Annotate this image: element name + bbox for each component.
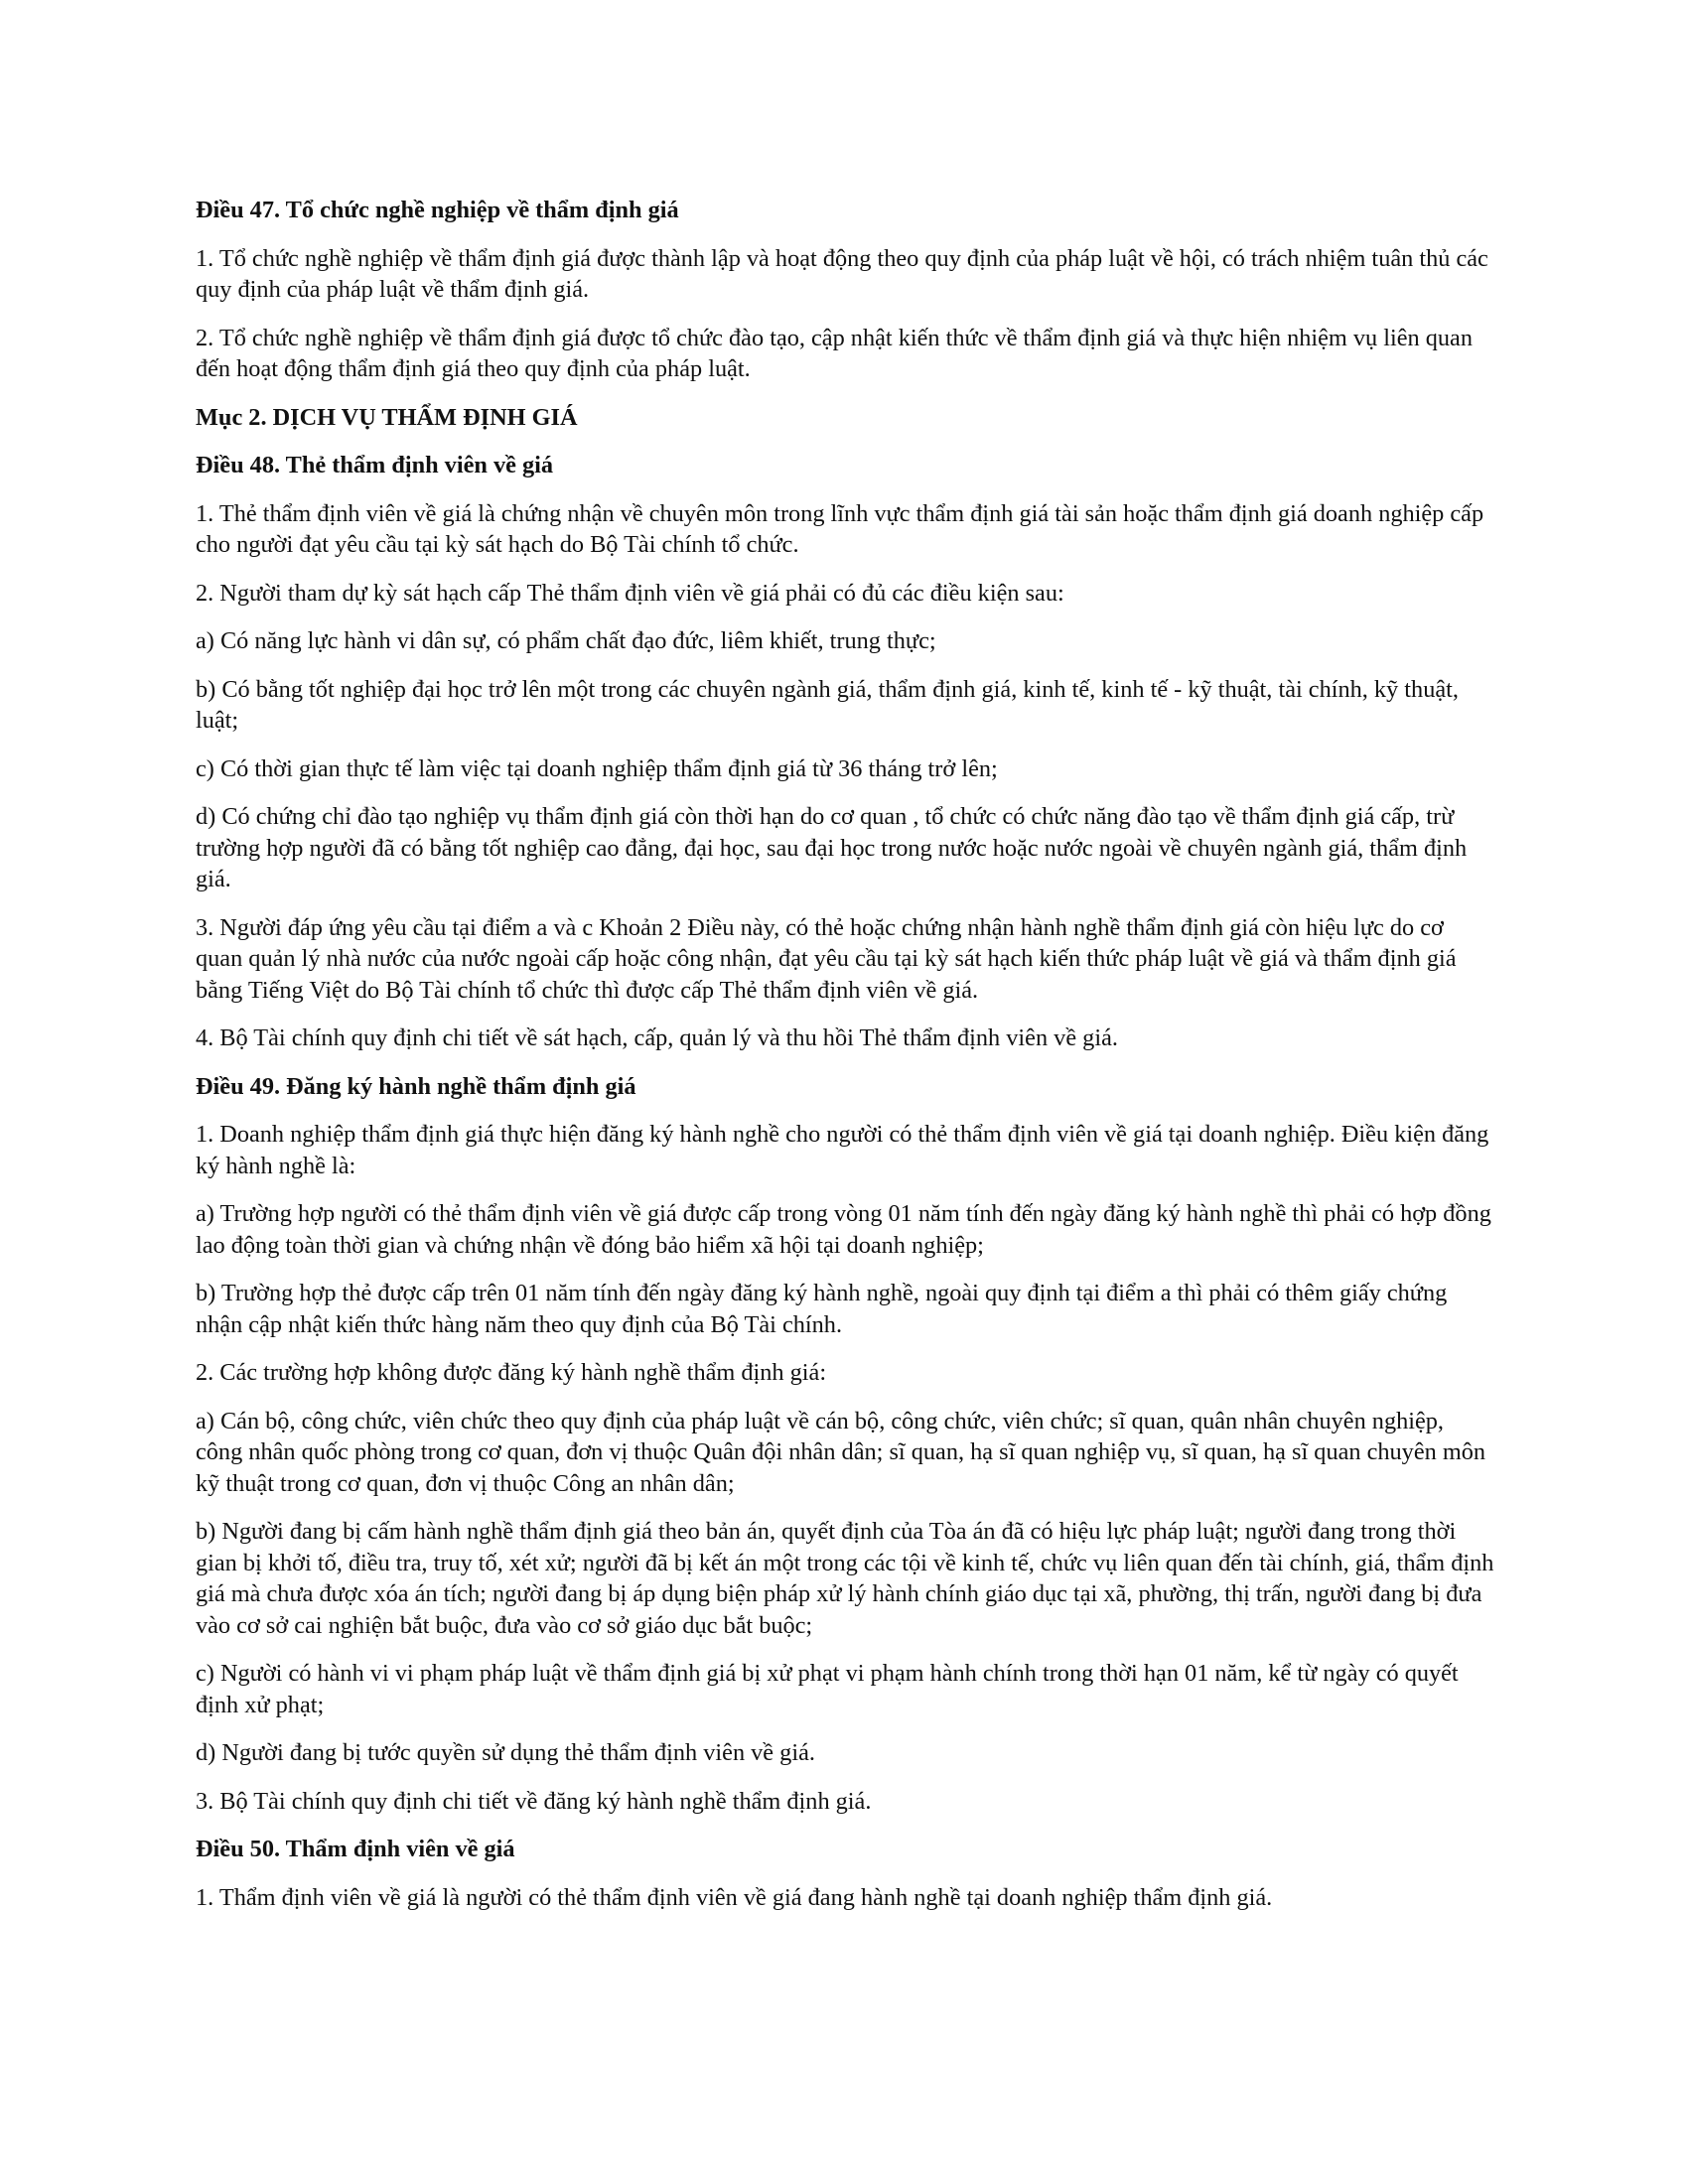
paragraph: 2. Người tham dự kỳ sát hạch cấp Thẻ thẩm định viên về giá phải có đủ các điều kiện sau:	[196, 579, 1064, 607]
paragraph: a) Có năng lực hành vi dân sự, có phẩm chất đạo đức, liêm khiết, trung thực;	[196, 627, 936, 654]
paragraph: 1. Thẩm định viên về giá là người có thẻ thẩm định viên về giá đang hành nghề tại doanh nghiệp thẩm định giá.	[196, 1883, 1273, 1911]
paragraph: 1. Tổ chức nghề nghiệp về thẩm định giá được thành lập và hoạt động theo quy định của pháp luật về hội, có trách nhiệm tuân thủ các quy định của pháp luật về thẩm định giá.	[196, 244, 1488, 303]
article-50-heading: Điều 50. Thẩm định viên về giá	[196, 1836, 515, 1862]
paragraph: 2. Tổ chức nghề nghiệp về thẩm định giá được tổ chức đào tạo, cập nhật kiến thức về thẩm định giá và thực hiện nhiệm vụ liên quan đến hoạt động thẩm định giá theo quy định của pháp luật.	[196, 324, 1473, 382]
paragraph: b) Có bằng tốt nghiệp đại học trở lên một trong các chuyên ngành giá, thẩm định giá, kinh tế, kinh tế - kỹ thuật, tài chính, kỹ thuật, luật;	[196, 675, 1459, 734]
paragraph: c) Có thời gian thực tế làm việc tại doanh nghiệp thẩm định giá từ 36 tháng trở lên;	[196, 754, 998, 782]
section-2-heading: Mục 2. DỊCH VỤ THẨM ĐỊNH GIÁ	[196, 403, 578, 431]
paragraph: b) Trường hợp thẻ được cấp trên 01 năm tính đến ngày đăng ký hành nghề, ngoài quy định tại điểm a thì phải có thêm giấy chứng nhận cập nhật kiến thức hàng năm theo quy định của Bộ Tài chính.	[196, 1280, 1448, 1338]
paragraph: b) Người đang bị cấm hành nghề thẩm định giá theo bản án, quyết định của Tòa án đã có hiệu lực pháp luật; người đang trong thời gian bị khởi tố, điều tra, truy tố, xét xử; người đã bị kết án một trong các tội về kinh tế, chức vụ liên quan đến tài chính, giá, thẩm định giá mà chưa được xóa án tích; người đang bị áp dụng biện pháp xử lý hành chính giáo dục tại xã, phường, thị trấn, người đang bị đưa vào cơ sở cai nghiện bắt buộc, đưa vào cơ sở giáo dục bắt buộc;	[196, 1518, 1494, 1639]
paragraph: 2. Các trường hợp không được đăng ký hành nghề thẩm định giá:	[196, 1359, 827, 1386]
document-page	[196, 195, 1496, 1930]
paragraph: a) Trường hợp người có thẻ thẩm định viên về giá được cấp trong vòng 01 năm tính đến ngày đăng ký hành nghề thì phải có hợp đồng lao động toàn thời gian và chứng nhận về đóng bảo hiểm xã hội tại doanh nghiệp;	[196, 1200, 1491, 1259]
article-47-heading: Điều 47. Tổ chức nghề nghiệp về thẩm định giá	[196, 197, 679, 223]
paragraph: d) Người đang bị tước quyền sử dụng thẻ thẩm định viên về giá.	[196, 1739, 815, 1766]
article-48-heading: Điều 48. Thẻ thẩm định viên về giá	[196, 452, 554, 478]
paragraph: 3. Bộ Tài chính quy định chi tiết về đăng ký hành nghề thẩm định giá.	[196, 1787, 872, 1815]
paragraph: 4. Bộ Tài chính quy định chi tiết về sát hạch, cấp, quản lý và thu hồi Thẻ thẩm định viên về giá.	[196, 1024, 1118, 1051]
paragraph: 1. Thẻ thẩm định viên về giá là chứng nhận về chuyên môn trong lĩnh vực thẩm định giá tài sản hoặc thẩm định giá doanh nghiệp cấp cho người đạt yêu cầu tại kỳ sát hạch do Bộ Tài chính tổ chức.	[196, 499, 1484, 558]
paragraph: 3. Người đáp ứng yêu cầu tại điểm a và c Khoản 2 Điều này, có thẻ hoặc chứng nhận hành nghề thẩm định giá còn hiệu lực do cơ quan quản lý nhà nước của nước ngoài cấp hoặc công nhận, đạt yêu cầu tại kỳ sát hạch kiến thức pháp luật về giá và thẩm định giá bằng Tiếng Việt do Bộ Tài chính tổ chức thì được cấp Thẻ thẩm định viên về giá.	[196, 913, 1457, 1004]
paragraph: d) Có chứng chỉ đào tạo nghiệp vụ thẩm định giá còn thời hạn do cơ quan , tổ chức có chức năng đào tạo về thẩm định giá cấp, trừ trường hợp người đã có bằng tốt nghiệp cao đẳng, đại học, sau đại học trong nước hoặc nước ngoài về chuyên ngành giá, thẩm định giá.	[196, 803, 1468, 892]
paragraph: c) Người có hành vi vi phạm pháp luật về thẩm định giá bị xử phạt vi phạm hành chính trong thời hạn 01 năm, kể từ ngày có quyết định xử phạt;	[196, 1660, 1459, 1718]
article-49-heading: Điều 49. Đăng ký hành nghề thẩm định giá	[196, 1072, 636, 1100]
paragraph: a) Cán bộ, công chức, viên chức theo quy định của pháp luật về cán bộ, công chức, viên chức; sĩ quan, quân nhân chuyên nghiệp, công nhân quốc phòng trong cơ quan, đơn vị thuộc Quân đội nhân dân; sĩ quan, hạ sĩ quan nghiệp vụ, sĩ quan, hạ sĩ quan chuyên môn kỹ thuật trong cơ quan, đơn vị thuộc Công an nhân dân;	[196, 1407, 1486, 1497]
paragraph: 1. Doanh nghiệp thẩm định giá thực hiện đăng ký hành nghề cho người có thẻ thẩm định viên về giá tại doanh nghiệp. Điều kiện đăng ký hành nghề là:	[196, 1121, 1489, 1179]
